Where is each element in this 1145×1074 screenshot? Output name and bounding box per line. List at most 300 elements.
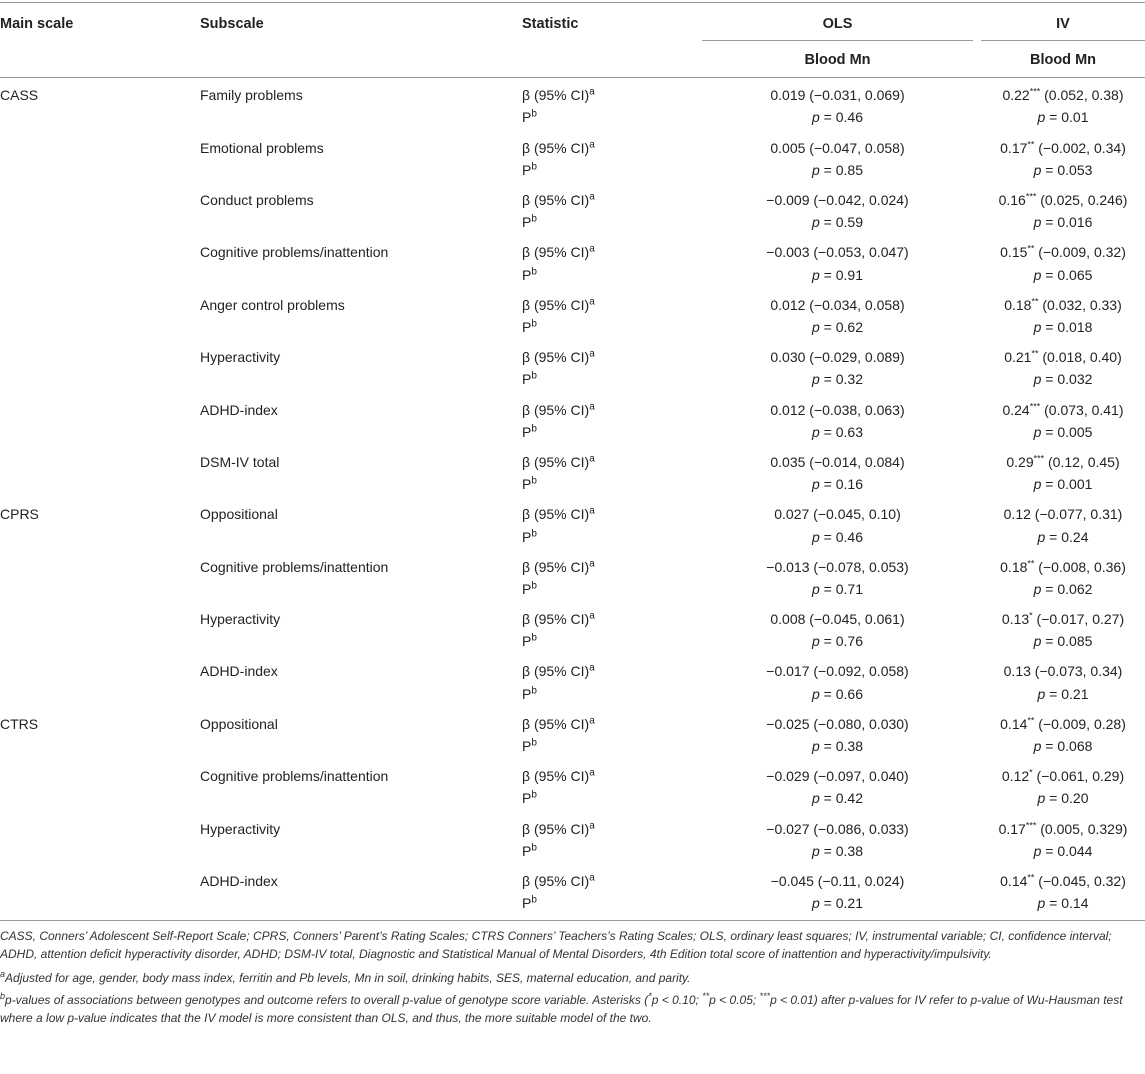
- main-scale-blank: [0, 262, 200, 288]
- ols-beta-cell: −0.003 (−0.053, 0.047): [766, 244, 909, 261]
- statistic-beta-cell: [522, 654, 702, 680]
- p-label-sup: b: [531, 685, 537, 697]
- table-row: [0, 707, 1145, 733]
- ols-p-prefix: p: [811, 528, 820, 545]
- iv-significance: ***: [1029, 86, 1041, 97]
- statistic-p-cell: [522, 681, 702, 707]
- footnote-a: [0, 969, 1140, 987]
- table-row: [0, 602, 1145, 628]
- iv-p-equals: =: [1045, 528, 1062, 545]
- subscale-cell: Cognitive problems/inattention: [200, 768, 389, 785]
- statistic-beta-cell: [522, 130, 702, 156]
- ols-p-prefix: p: [811, 842, 820, 859]
- iv-ci: (−0.045, 0.32): [1034, 873, 1126, 890]
- statistic-p-cell: [522, 471, 702, 497]
- beta-label-sup: a: [589, 610, 595, 622]
- table-row: [0, 550, 1145, 576]
- main-scale-blank: [0, 157, 200, 183]
- p-label: P: [522, 895, 532, 912]
- table-row: [0, 759, 1145, 785]
- footnote-b-text-4: p < 0.01) after p-values for IV refer to p-value of Wu-Hausman test where a low p-value indicates that the IV model is more consistent than OLS, and thus, the more suitable model of the two.: [0, 993, 1123, 1025]
- p-label-sup: b: [531, 161, 537, 173]
- iv-ci: (−0.061, 0.29): [1032, 768, 1125, 785]
- header-blank-3: [522, 43, 702, 78]
- subscale-cell: Cognitive problems/inattention: [200, 244, 389, 261]
- p-label: P: [522, 266, 532, 283]
- ols-p-value: 0.46: [835, 109, 863, 126]
- iv-p-cell: [981, 681, 1145, 707]
- footnote-b-text-1: p-values of associations between genotypes and outcome refers to overall p-value of genotype score variable. Asterisks (: [5, 993, 649, 1007]
- iv-p-cell: [981, 209, 1145, 235]
- ols-p-value: 0.38: [835, 842, 863, 859]
- iv-ci: (0.073, 0.41): [1040, 401, 1124, 418]
- results-table: [0, 2, 1145, 921]
- subscale-cell: Conduct problems: [200, 191, 314, 208]
- beta-label-sup: a: [589, 662, 595, 674]
- iv-beta-cell: [981, 235, 1145, 261]
- subscale-blank: [200, 733, 522, 759]
- ols-p-equals: =: [819, 318, 836, 335]
- statistic-p-cell: [522, 157, 702, 183]
- iv-beta-cell: [981, 602, 1145, 628]
- ols-p-prefix: p: [811, 633, 820, 650]
- table-row: [0, 864, 1145, 890]
- iv-beta-cell: [981, 654, 1145, 680]
- table-row: [0, 130, 1145, 156]
- iv-estimate: 0.17: [1000, 139, 1028, 156]
- iv-beta-cell: [981, 864, 1145, 890]
- iv-significance: ***: [1025, 820, 1037, 830]
- header-iv-rule: [981, 40, 1145, 41]
- iv-p-prefix: p: [1033, 633, 1042, 650]
- beta-label: β (95% CI): [522, 191, 590, 208]
- beta-label-sup: a: [589, 558, 595, 570]
- ols-p-value: 0.76: [835, 633, 863, 650]
- p-label-sup: b: [531, 265, 537, 277]
- ols-p-equals: =: [819, 633, 836, 650]
- table-row: [0, 654, 1145, 680]
- subscale-blank: [200, 838, 522, 864]
- ols-p-cell: [702, 157, 981, 183]
- table-row: [0, 366, 1145, 392]
- statistic-p-cell: [522, 366, 702, 392]
- iv-p-equals: =: [1041, 476, 1058, 493]
- p-label-sup: b: [531, 842, 537, 854]
- beta-label: β (95% CI): [522, 820, 590, 837]
- iv-p-cell: [981, 366, 1145, 392]
- statistic-beta-cell: [522, 340, 702, 366]
- ols-p-cell: [702, 785, 981, 811]
- p-label-sup: b: [531, 318, 537, 330]
- table-body: [0, 78, 1145, 921]
- p-label: P: [522, 371, 532, 388]
- iv-p-prefix: p: [1037, 895, 1046, 912]
- ols-p-equals: =: [819, 580, 836, 597]
- iv-p-value: 0.018: [1057, 318, 1093, 335]
- iv-p-equals: =: [1045, 895, 1062, 912]
- main-scale-cell: CASS: [0, 87, 39, 104]
- iv-beta-cell: [981, 759, 1145, 785]
- iv-p-prefix: p: [1033, 580, 1042, 597]
- footnote-b-asterisk-1: *: [648, 991, 652, 1001]
- iv-ci: (0.025, 0.246): [1036, 191, 1128, 208]
- p-label: P: [522, 476, 532, 493]
- iv-p-cell: [981, 471, 1145, 497]
- ols-p-cell: [702, 733, 981, 759]
- subscale-blank: [200, 314, 522, 340]
- ols-p-cell: [702, 209, 981, 235]
- ols-beta-cell: 0.008 (−0.045, 0.061): [770, 611, 905, 628]
- p-label: P: [522, 685, 532, 702]
- table-row: [0, 838, 1145, 864]
- subscale-blank: [200, 262, 522, 288]
- beta-label: β (95% CI): [522, 349, 590, 366]
- ols-p-prefix: p: [811, 214, 820, 231]
- table-row: [0, 811, 1145, 837]
- table-row: [0, 471, 1145, 497]
- ols-beta-cell: 0.030 (−0.029, 0.089): [770, 349, 905, 366]
- iv-p-prefix: p: [1037, 109, 1046, 126]
- iv-p-cell: [981, 157, 1145, 183]
- p-label: P: [522, 528, 532, 545]
- statistic-beta-cell: [522, 78, 702, 105]
- beta-label: β (95% CI): [522, 506, 590, 523]
- ols-beta-cell: 0.019 (−0.031, 0.069): [770, 87, 905, 104]
- main-scale-blank: [0, 419, 200, 445]
- iv-p-prefix: p: [1037, 528, 1046, 545]
- ols-p-equals: =: [819, 528, 836, 545]
- footnote-b-asterisk-2: **: [702, 991, 710, 1001]
- subscale-blank: [200, 524, 522, 550]
- header-iv-blood-mn: Blood Mn: [981, 43, 1145, 78]
- p-label: P: [522, 318, 532, 335]
- statistic-beta-cell: [522, 707, 702, 733]
- iv-p-prefix: p: [1033, 318, 1042, 335]
- iv-estimate: 0.15: [1000, 244, 1028, 261]
- ols-p-value: 0.59: [835, 214, 863, 231]
- ols-p-value: 0.71: [835, 580, 863, 597]
- statistic-p-cell: [522, 576, 702, 602]
- table-row: [0, 419, 1145, 445]
- p-label-sup: b: [531, 894, 537, 906]
- statistic-beta-cell: [522, 811, 702, 837]
- iv-p-value: 0.044: [1057, 842, 1093, 859]
- iv-p-prefix: p: [1033, 371, 1042, 388]
- ols-p-equals: =: [819, 790, 836, 807]
- subscale-cell: Oppositional: [200, 506, 278, 523]
- table-row: [0, 235, 1145, 261]
- iv-significance: **: [1027, 715, 1035, 726]
- main-scale-blank: [0, 890, 200, 921]
- table-row: [0, 209, 1145, 235]
- iv-estimate: 0.13: [1003, 663, 1031, 680]
- iv-significance: ***: [1029, 400, 1041, 411]
- footnote-a-mark: a: [0, 969, 6, 979]
- ols-p-value: 0.85: [835, 161, 863, 178]
- iv-beta-cell: [981, 183, 1145, 209]
- table-row: [0, 733, 1145, 759]
- footnote-a-text: Adjusted for age, gender, body mass index, ferritin and Pb levels, Mn in soil, drinking habits, SES, maternal education, and parity.: [5, 971, 691, 985]
- iv-ci: (0.018, 0.40): [1038, 349, 1122, 366]
- header-blank-2: [200, 43, 522, 78]
- iv-p-cell: [981, 314, 1145, 340]
- iv-ci: (0.032, 0.33): [1038, 296, 1122, 313]
- ols-beta-cell: 0.035 (−0.014, 0.084): [770, 453, 905, 470]
- ols-beta-cell: −0.029 (−0.097, 0.040): [766, 768, 909, 785]
- iv-estimate: 0.13: [1001, 611, 1030, 628]
- table-row: [0, 104, 1145, 130]
- ols-p-prefix: p: [811, 580, 820, 597]
- p-label-sup: b: [531, 737, 537, 749]
- table-row: [0, 445, 1145, 471]
- p-label: P: [522, 580, 532, 597]
- ols-p-prefix: p: [811, 161, 820, 178]
- table-row: [0, 576, 1145, 602]
- iv-p-value: 0.21: [1061, 685, 1089, 702]
- ols-beta-cell: 0.012 (−0.034, 0.058): [770, 296, 905, 313]
- beta-label-sup: a: [589, 872, 595, 884]
- iv-p-equals: =: [1041, 423, 1058, 440]
- iv-ci: (−0.017, 0.27): [1032, 611, 1125, 628]
- ols-p-value: 0.16: [835, 476, 863, 493]
- header-subscale: Subscale: [200, 3, 522, 44]
- beta-label: β (95% CI): [522, 768, 590, 785]
- iv-estimate: 0.17: [998, 820, 1026, 837]
- footnote-b-mark: b: [0, 991, 6, 1001]
- ols-beta-cell: −0.045 (−0.11, 0.024): [770, 873, 905, 890]
- ols-p-cell: [702, 471, 981, 497]
- beta-label-sup: a: [589, 138, 595, 150]
- ols-p-cell: [702, 576, 981, 602]
- main-scale-cell: CTRS: [0, 715, 39, 732]
- iv-p-equals: =: [1045, 109, 1062, 126]
- beta-label-sup: a: [589, 400, 595, 412]
- ols-p-equals: =: [819, 842, 836, 859]
- main-scale-cell: [0, 445, 200, 471]
- table-footnotes: [0, 927, 1140, 1031]
- statistic-p-cell: [522, 524, 702, 550]
- table-row: [0, 183, 1145, 209]
- subscale-blank: [200, 104, 522, 130]
- p-label-sup: b: [531, 475, 537, 487]
- ols-beta-cell: −0.013 (−0.078, 0.053): [766, 558, 909, 575]
- statistic-p-cell: [522, 419, 702, 445]
- subscale-cell: ADHD-index: [200, 873, 278, 890]
- ols-p-equals: =: [819, 266, 836, 283]
- iv-significance: ***: [1033, 453, 1045, 464]
- iv-p-value: 0.065: [1057, 266, 1093, 283]
- p-label-sup: b: [531, 789, 537, 801]
- main-scale-cell: [0, 288, 200, 314]
- table-row: [0, 890, 1145, 921]
- main-scale-cell: [0, 759, 200, 785]
- iv-p-value: 0.005: [1057, 423, 1093, 440]
- ols-p-cell: [702, 419, 981, 445]
- beta-label-sup: a: [589, 191, 595, 203]
- main-scale-blank: [0, 838, 200, 864]
- beta-label: β (95% CI): [522, 296, 590, 313]
- p-label: P: [522, 214, 532, 231]
- ols-beta-cell: −0.027 (−0.086, 0.033): [766, 820, 909, 837]
- ols-p-value: 0.42: [835, 790, 863, 807]
- beta-label-sup: a: [589, 820, 595, 831]
- table-row: [0, 392, 1145, 418]
- header-ols: OLS: [822, 16, 853, 32]
- subscale-blank: [200, 681, 522, 707]
- header-ols-rule: [702, 40, 973, 41]
- p-label-sup: b: [531, 632, 537, 644]
- iv-p-cell: [981, 262, 1145, 288]
- ols-p-prefix: p: [811, 371, 820, 388]
- statistic-p-cell: [522, 628, 702, 654]
- iv-beta-cell: [981, 130, 1145, 156]
- ols-p-cell: [702, 314, 981, 340]
- beta-label: β (95% CI): [522, 715, 590, 732]
- ols-beta-cell: −0.017 (−0.092, 0.058): [766, 663, 909, 680]
- subscale-blank: [200, 576, 522, 602]
- header-iv: IV: [1056, 16, 1070, 32]
- p-label-sup: b: [531, 370, 537, 382]
- p-label-sup: b: [531, 527, 537, 539]
- iv-p-equals: =: [1041, 266, 1058, 283]
- ols-p-prefix: p: [811, 790, 820, 807]
- beta-label: β (95% CI): [522, 87, 590, 104]
- table-row: [0, 340, 1145, 366]
- table-row: [0, 157, 1145, 183]
- p-label: P: [522, 633, 532, 650]
- ols-p-equals: =: [819, 214, 836, 231]
- iv-p-equals: =: [1041, 161, 1058, 178]
- main-scale-cell: [0, 864, 200, 890]
- subscale-cell: ADHD-index: [200, 663, 278, 680]
- ols-p-value: 0.46: [835, 528, 863, 545]
- iv-p-equals: =: [1041, 371, 1058, 388]
- statistic-beta-cell: [522, 183, 702, 209]
- iv-estimate: 0.22: [1002, 87, 1030, 104]
- footnote-b-text-2: p < 0.10;: [651, 993, 703, 1007]
- main-scale-blank: [0, 576, 200, 602]
- main-scale-cell: [0, 392, 200, 418]
- p-label-sup: b: [531, 580, 537, 592]
- subscale-blank: [200, 471, 522, 497]
- iv-ci: (−0.009, 0.28): [1034, 715, 1126, 732]
- iv-estimate: 0.29: [1006, 453, 1034, 470]
- beta-label-sup: a: [589, 767, 595, 779]
- iv-p-cell: [981, 785, 1145, 811]
- iv-estimate: 0.18: [1004, 296, 1032, 313]
- beta-label-sup: a: [589, 243, 595, 255]
- ols-beta-cell: −0.025 (−0.080, 0.030): [766, 715, 909, 732]
- iv-p-equals: =: [1041, 842, 1058, 859]
- iv-estimate: 0.14: [1000, 715, 1028, 732]
- subscale-cell: Hyperactivity: [200, 611, 281, 628]
- iv-significance: ***: [1025, 191, 1037, 202]
- iv-p-equals: =: [1041, 580, 1058, 597]
- statistic-p-cell: [522, 733, 702, 759]
- subscale-blank: [200, 785, 522, 811]
- ols-beta-cell: 0.027 (−0.045, 0.10): [774, 506, 901, 523]
- subscale-blank: [200, 419, 522, 445]
- iv-p-prefix: p: [1037, 685, 1046, 702]
- iv-p-cell: [981, 628, 1145, 654]
- iv-ci: (−0.073, 0.34): [1030, 663, 1123, 680]
- iv-significance: **: [1027, 138, 1035, 149]
- header-main-scale: Main scale: [0, 3, 200, 44]
- iv-ci: (−0.009, 0.32): [1034, 244, 1126, 261]
- statistic-p-cell: [522, 104, 702, 130]
- iv-significance: **: [1027, 243, 1035, 254]
- iv-estimate: 0.12: [1003, 506, 1031, 523]
- subscale-cell: Cognitive problems/inattention: [200, 558, 389, 575]
- statistic-beta-cell: [522, 864, 702, 890]
- ols-p-cell: [702, 262, 981, 288]
- ols-p-equals: =: [819, 895, 836, 912]
- subscale-cell: Emotional problems: [200, 139, 324, 156]
- iv-significance: **: [1027, 558, 1035, 569]
- iv-ci: (−0.008, 0.36): [1034, 558, 1126, 575]
- iv-ci: (−0.002, 0.34): [1034, 139, 1126, 156]
- iv-p-equals: =: [1041, 214, 1058, 231]
- beta-label: β (95% CI): [522, 663, 590, 680]
- ols-p-prefix: p: [811, 895, 820, 912]
- main-scale-cell: [0, 183, 200, 209]
- ols-beta-cell: −0.009 (−0.042, 0.024): [766, 191, 909, 208]
- main-scale-blank: [0, 104, 200, 130]
- beta-label-sup: a: [589, 715, 595, 727]
- ols-p-prefix: p: [811, 109, 820, 126]
- footnote-b-text-3: p < 0.05;: [709, 993, 760, 1007]
- ols-p-equals: =: [819, 685, 836, 702]
- footnote-b: [0, 991, 1140, 1027]
- beta-label-sup: a: [589, 453, 595, 465]
- statistic-beta-cell: [522, 497, 702, 523]
- ols-p-cell: [702, 628, 981, 654]
- beta-label-sup: a: [589, 86, 595, 98]
- table-row: [0, 288, 1145, 314]
- ols-p-prefix: p: [811, 476, 820, 493]
- beta-label-sup: a: [589, 348, 595, 360]
- iv-ci: (−0.077, 0.31): [1030, 506, 1123, 523]
- statistic-p-cell: [522, 262, 702, 288]
- ols-p-value: 0.32: [835, 371, 863, 388]
- ols-p-equals: =: [819, 161, 836, 178]
- main-scale-blank: [0, 471, 200, 497]
- main-scale-cell: [0, 654, 200, 680]
- ols-p-prefix: p: [811, 318, 820, 335]
- main-scale-blank: [0, 209, 200, 235]
- iv-beta-cell: [981, 392, 1145, 418]
- iv-p-value: 0.062: [1057, 580, 1093, 597]
- ols-p-value: 0.63: [835, 423, 863, 440]
- iv-p-equals: =: [1041, 318, 1058, 335]
- ols-p-prefix: p: [811, 685, 820, 702]
- main-scale-cell: [0, 602, 200, 628]
- table-row: [0, 78, 1145, 105]
- iv-estimate: 0.12: [1001, 768, 1030, 785]
- ols-p-cell: [702, 104, 981, 130]
- iv-p-cell: [981, 419, 1145, 445]
- p-label-sup: b: [531, 108, 537, 120]
- beta-label: β (95% CI): [522, 244, 590, 261]
- statistic-beta-cell: [522, 445, 702, 471]
- subscale-cell: Family problems: [200, 87, 303, 104]
- ols-beta-cell: 0.005 (−0.047, 0.058): [770, 139, 905, 156]
- subscale-cell: Hyperactivity: [200, 820, 281, 837]
- subscale-cell: ADHD-index: [200, 401, 278, 418]
- beta-label: β (95% CI): [522, 873, 590, 890]
- statistic-p-cell: [522, 209, 702, 235]
- iv-p-cell: [981, 524, 1145, 550]
